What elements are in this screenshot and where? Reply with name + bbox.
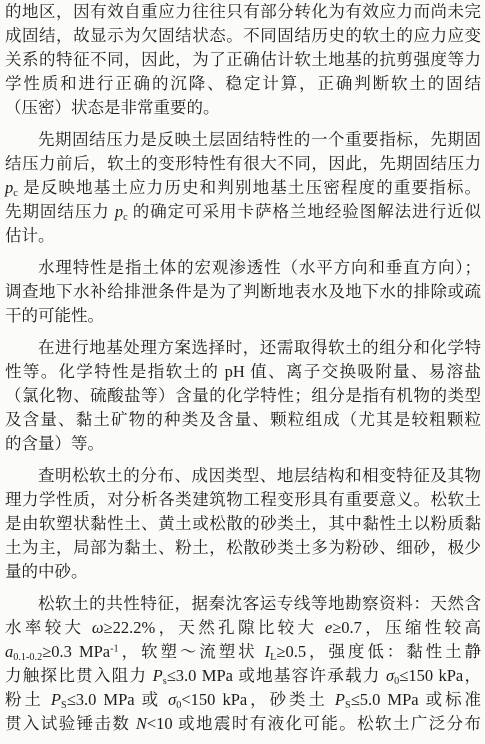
text-line	[5, 432, 481, 456]
text-segment: 水理特性是指土体的宏观渗透性（水平方向和垂直方向）；	[38, 258, 481, 277]
text-segment: 水率较大	[5, 618, 92, 637]
text-line	[5, 152, 481, 176]
text-segment: 土为主，局部为黏土、粉土，松散砂类土多为粉砂、细砂，极少	[5, 538, 481, 557]
text-line	[5, 712, 481, 736]
paragraph	[5, 0, 481, 120]
text-segment: 调查地下水补给排泄条件是为了判断地表水及地下水的排除或疏	[5, 282, 481, 301]
text-line	[5, 304, 481, 328]
subscript: c	[13, 188, 18, 200]
text-line	[5, 384, 481, 408]
text-segment: 干的可能性。	[5, 306, 104, 325]
text-segment: 先期固结压力	[5, 202, 115, 221]
text-line	[5, 24, 481, 48]
text-line	[5, 336, 481, 360]
text-line	[5, 256, 481, 280]
text-segment: ≥0.5，强度低：黏性土静	[276, 642, 482, 661]
text-segment: <150 kPa，砂类土	[181, 690, 335, 709]
variable-symbol: a	[5, 642, 14, 661]
text-segment: 力触探比贯入阻力	[5, 666, 153, 685]
variable-symbol: p	[5, 178, 14, 197]
subscript: 0	[176, 700, 182, 712]
text-line	[5, 560, 481, 584]
text-line	[5, 616, 481, 640]
text-line	[5, 512, 481, 536]
text-segment: 先期固结压力是反映土层固结特性的一个重要指标，先期固	[38, 130, 481, 149]
paragraph	[5, 464, 481, 584]
subscript: S	[61, 700, 67, 712]
text-segment: ≤5.0 MPa 或标准	[350, 690, 482, 709]
paragraph	[5, 128, 481, 248]
text-segment: 是由软塑状黏性土、黄土或松散的砂类土，其中黏性土以粉质黏	[5, 514, 481, 533]
text-segment: ≤3.0 MPa 或地基容许承载力	[166, 666, 387, 685]
text-segment: 查明松软土的分布、成因类型、地层结构和相变特征及其物	[38, 466, 481, 485]
variable-symbol: σ	[386, 666, 395, 685]
subscript: S	[345, 700, 351, 712]
text-segment: 理力学性质，对分析各类建筑物工程变形具有重要意义。松软土	[5, 490, 481, 509]
text-line	[5, 360, 481, 384]
subscript: L	[270, 652, 277, 664]
text-segment: 的确定可采用卡萨格兰地经验图解法进行近似	[127, 202, 482, 221]
variable-symbol: σ	[168, 690, 177, 709]
text-line	[5, 224, 481, 248]
text-segment: ≥0.3 MPa	[42, 642, 111, 661]
superscript: -1	[110, 643, 119, 655]
text-line	[5, 280, 481, 304]
text-segment: ≥0.7，压缩性较高	[332, 618, 481, 637]
variable-symbol: p	[114, 202, 124, 221]
subscript: 0.1-0.2	[13, 652, 43, 664]
text-segment: （压密）状态是非常重要的。	[5, 98, 220, 117]
text-segment: 性等。化学特性是指软土的 pH 值、离子交换吸附量、易溶盐	[5, 362, 481, 381]
variable-symbol: P	[152, 666, 163, 685]
variable-symbol: e	[324, 618, 333, 637]
text-segment: 学性质和进行正确的沉降、稳定计算，正确判断软土的固结	[5, 74, 481, 93]
document-page	[5, 0, 481, 744]
text-line	[5, 0, 481, 24]
text-segment: 是反映地基土应力历史和判别地基土压密程度的重要指标。	[17, 178, 481, 197]
variable-symbol: ω	[91, 618, 104, 637]
text-segment: <10 或地震时有液化可能。松软土广泛分布	[146, 714, 482, 733]
variable-symbol: N	[135, 714, 147, 733]
text-segment: ≤150 kPa，	[399, 666, 482, 685]
text-line	[5, 664, 481, 688]
subscript: c	[123, 212, 128, 224]
text-segment: 松软土的共性特征，据秦沈客运专线等地勘察资料：天然含	[38, 594, 481, 613]
variable-symbol: I	[264, 642, 271, 661]
text-line	[5, 688, 481, 712]
variable-symbol: P	[50, 690, 61, 709]
text-line	[5, 176, 481, 200]
text-line	[5, 72, 481, 96]
text-segment: 的地区，因有效自重应力往往只有部分转化为有效应力而尚未完	[5, 2, 481, 21]
paragraph	[5, 336, 481, 456]
text-segment: 结压力前后，软土的变形特性有很大不同，因此，先期固结压力	[5, 154, 481, 173]
subscript: s	[162, 676, 167, 688]
variable-symbol: P	[334, 690, 346, 709]
text-segment: 量的中砂。	[5, 562, 88, 581]
text-segment: （氯化物、硫酸盐等）含量的化学特性；组分是指有机物的类型	[5, 386, 481, 405]
text-segment: ≤3.0 MPa 或	[66, 690, 169, 709]
text-segment: 及含量、黏土矿物的种类及含量、颗粒组成（尤其是较粗颗粒	[5, 410, 481, 429]
subscript: 0	[394, 676, 400, 688]
text-line	[5, 640, 481, 664]
paragraph	[5, 592, 481, 736]
text-segment: 粉土	[5, 690, 51, 709]
text-segment: 关系的特征不同，因此，为了正确估计软土地基的抗剪强度等力	[5, 50, 481, 69]
text-segment: 成固结，故显示为欠固结状态。不同固结历史的软土的应力应变	[5, 26, 481, 45]
text-segment: 的含量）等。	[5, 434, 104, 453]
text-line	[5, 408, 481, 432]
text-segment: 在进行地基处理方案选择时，还需取得软土的组分和化学特	[38, 338, 481, 357]
text-line	[5, 592, 481, 616]
paragraph	[5, 256, 481, 328]
text-line	[5, 48, 481, 72]
text-segment: 估计。	[5, 226, 55, 245]
text-line	[5, 96, 481, 120]
text-segment: ，软塑～流塑状	[118, 642, 265, 661]
text-segment: 贯入试验锤击数	[5, 714, 136, 733]
text-line	[5, 464, 481, 488]
text-line	[5, 536, 481, 560]
text-segment: ≥22.2%，天然孔隙比较大	[103, 618, 325, 637]
text-line	[5, 200, 481, 224]
text-line	[5, 488, 481, 512]
text-line	[5, 128, 481, 152]
